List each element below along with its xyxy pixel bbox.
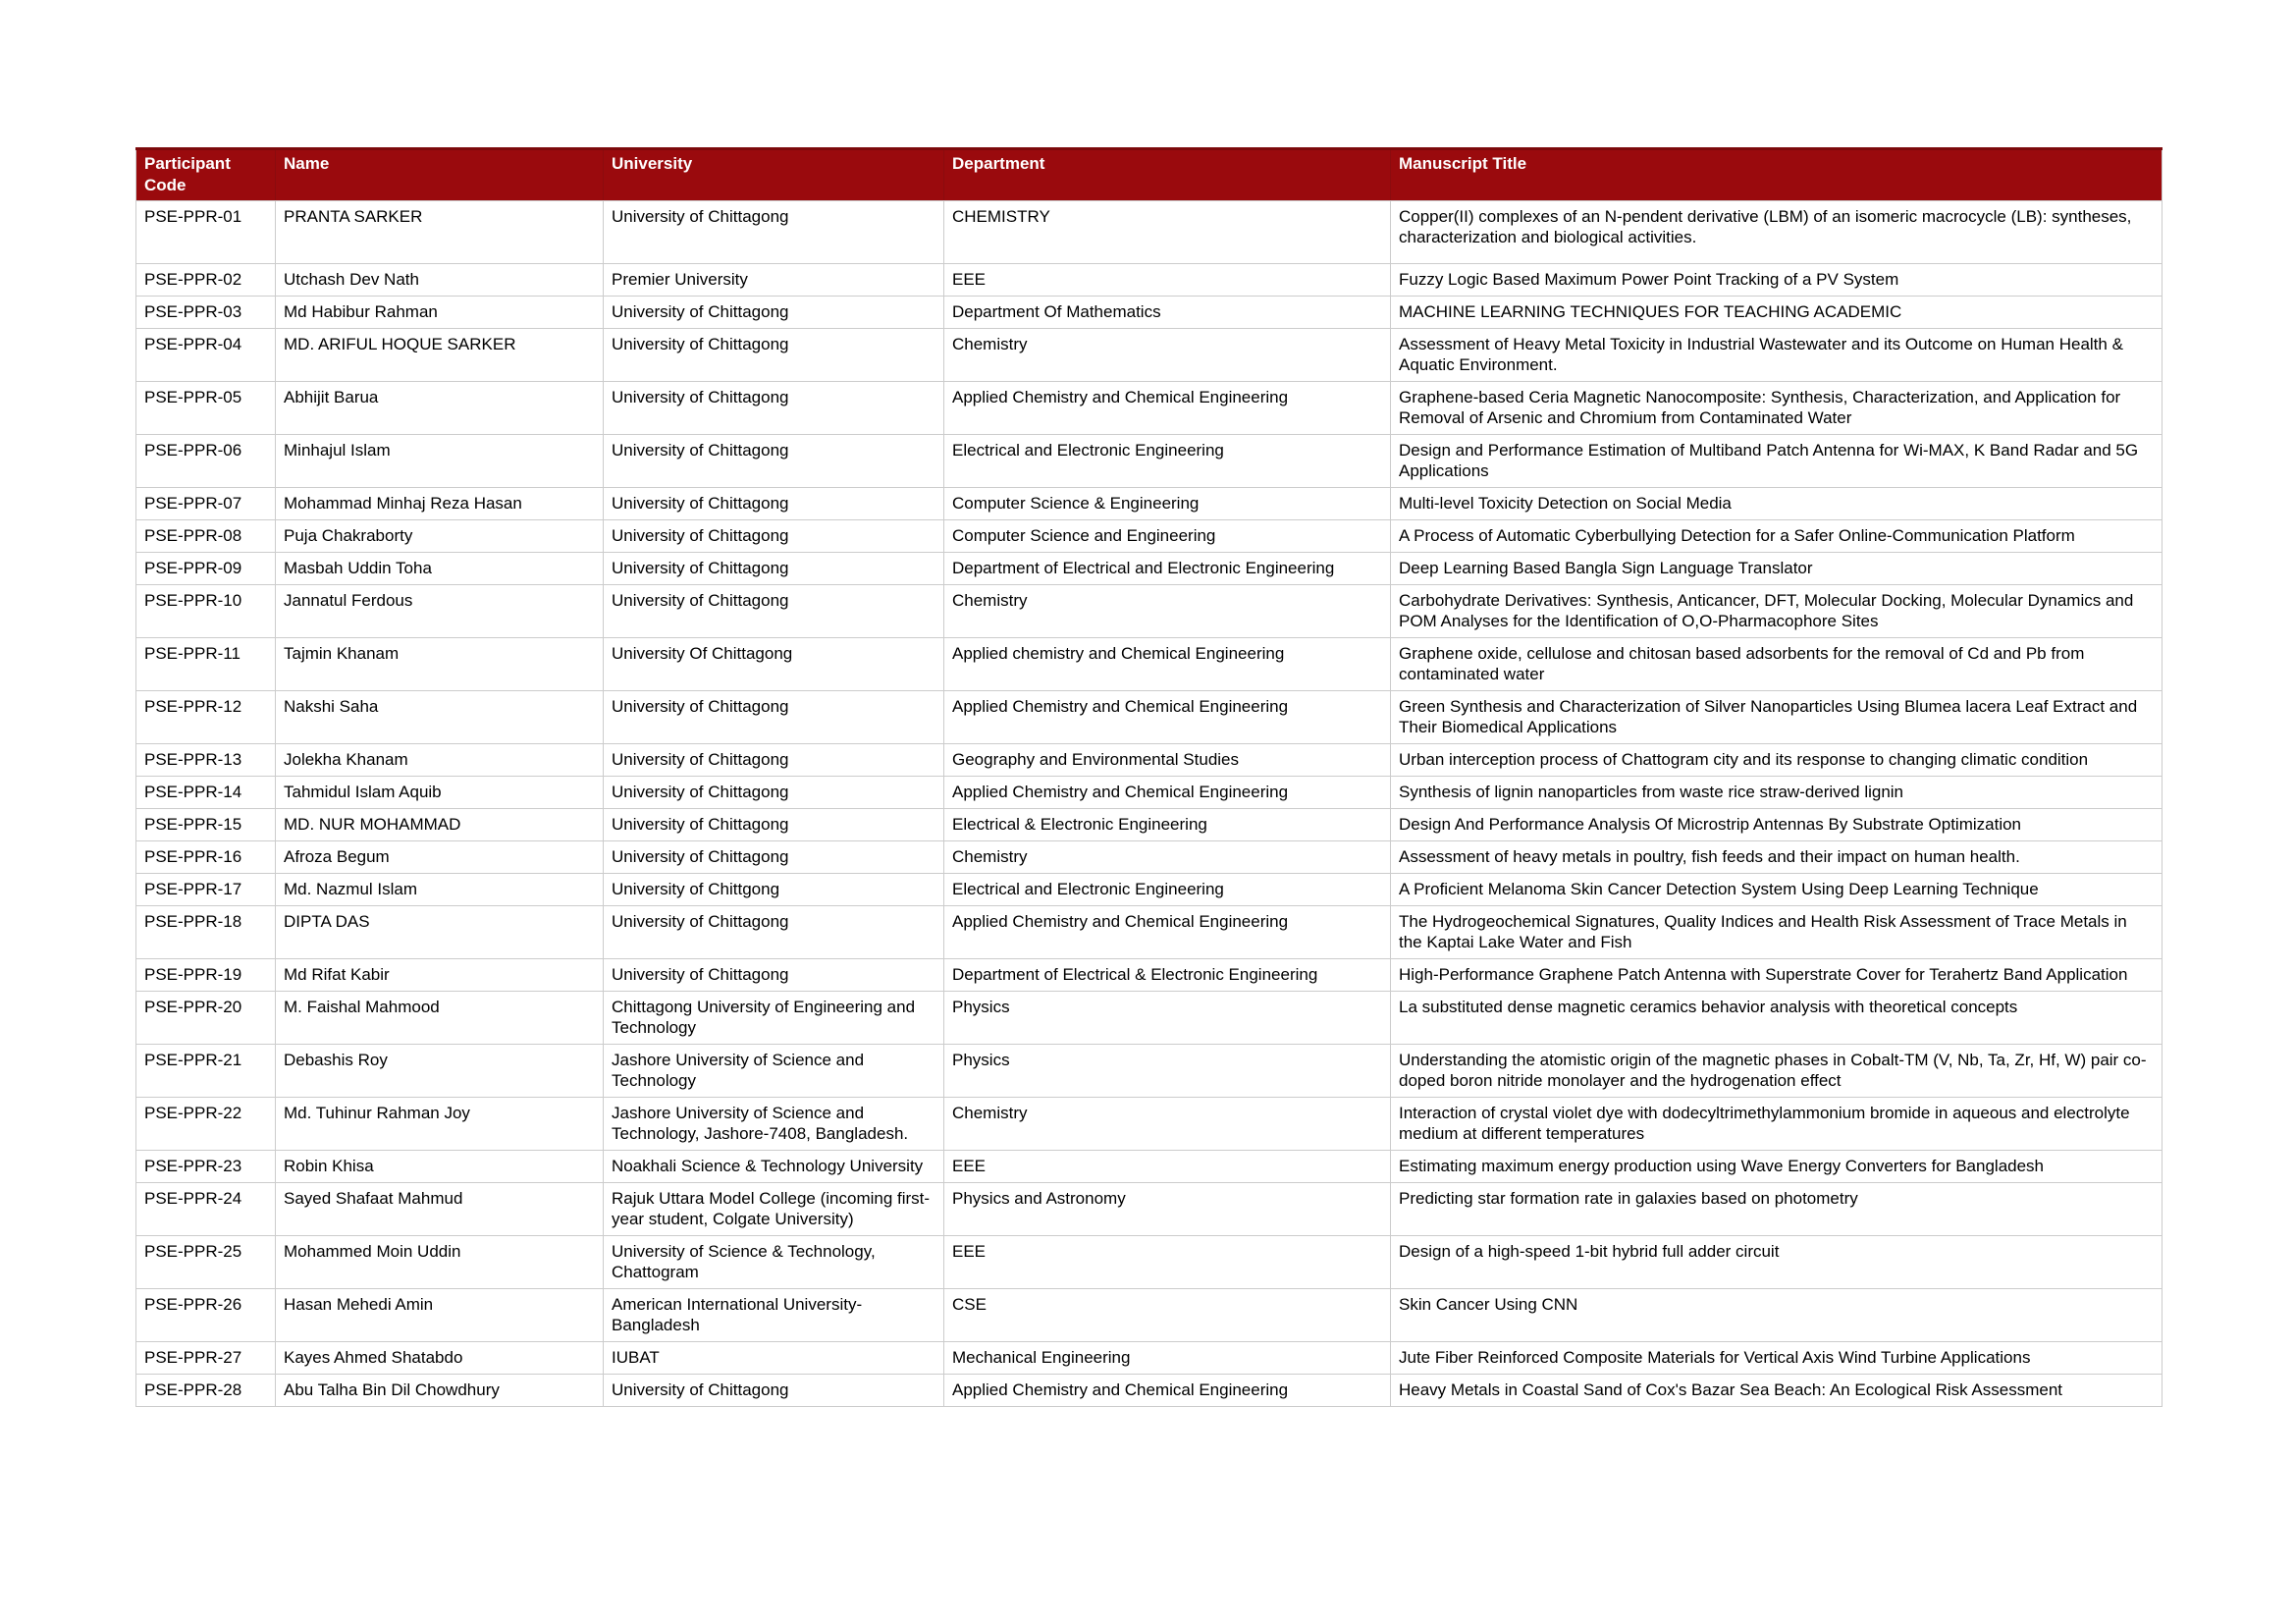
cell-title: Assessment of Heavy Metal Toxicity in Industrial Wastewater and its Outcome on Human Health & Aquatic Environment. [1391, 329, 2163, 382]
cell-title: Jute Fiber Reinforced Composite Materials for Vertical Axis Wind Turbine Applications [1391, 1342, 2163, 1375]
table-row [136, 1289, 2163, 1342]
cell-title: Understanding the atomistic origin of the magnetic phases in Cobalt-TM (V, Nb, Ta, Zr, Hf, W) pair co-doped boron nitride monolayer and the hydrogenation effect [1391, 1045, 2163, 1098]
cell-title: Heavy Metals in Coastal Sand of Cox's Bazar Sea Beach: An Ecological Risk Assessment [1391, 1375, 2163, 1407]
cell-code: PSE-PPR-22 [136, 1098, 276, 1151]
cell-title: Assessment of heavy metals in poultry, fish feeds and their impact on human health. [1391, 841, 2163, 874]
cell-department: CHEMISTRY [944, 201, 1391, 264]
cell-code: PSE-PPR-03 [136, 297, 276, 329]
column-header-department: Department [944, 149, 1391, 201]
cell-university: Chittagong University of Engineering and Technology [604, 992, 944, 1045]
cell-name: Hasan Mehedi Amin [276, 1289, 604, 1342]
cell-department: Applied chemistry and Chemical Engineering [944, 638, 1391, 691]
table-row [136, 553, 2163, 585]
cell-name: Md. Nazmul Islam [276, 874, 604, 906]
table-row [136, 488, 2163, 520]
cell-name: Masbah Uddin Toha [276, 553, 604, 585]
cell-title: Carbohydrate Derivatives: Synthesis, Anticancer, DFT, Molecular Docking, Molecular Dynamics and POM Analyses for the Identification of O,O-Pharmacophore Sites [1391, 585, 2163, 638]
cell-department: Computer Science & Engineering [944, 488, 1391, 520]
cell-department: Electrical & Electronic Engineering [944, 809, 1391, 841]
cell-department: CSE [944, 1289, 1391, 1342]
cell-department: Physics [944, 992, 1391, 1045]
cell-code: PSE-PPR-17 [136, 874, 276, 906]
cell-code: PSE-PPR-05 [136, 382, 276, 435]
cell-department: Electrical and Electronic Engineering [944, 874, 1391, 906]
column-header-participant-code: Participant Code [136, 149, 276, 201]
cell-department: EEE [944, 1236, 1391, 1289]
table-row [136, 264, 2163, 297]
cell-name: Nakshi Saha [276, 691, 604, 744]
cell-title: Estimating maximum energy production using Wave Energy Converters for Bangladesh [1391, 1151, 2163, 1183]
cell-department: Chemistry [944, 1098, 1391, 1151]
table-row [136, 585, 2163, 638]
cell-department: Physics [944, 1045, 1391, 1098]
table-row [136, 744, 2163, 777]
table-row [136, 691, 2163, 744]
cell-title: A Process of Automatic Cyberbullying Detection for a Safer Online-Communication Platform [1391, 520, 2163, 553]
cell-name: Puja Chakraborty [276, 520, 604, 553]
cell-university: Rajuk Uttara Model College (incoming first-year student, Colgate University) [604, 1183, 944, 1236]
cell-code: PSE-PPR-06 [136, 435, 276, 488]
table-row [136, 841, 2163, 874]
cell-department: Applied Chemistry and Chemical Engineering [944, 777, 1391, 809]
table-row [136, 435, 2163, 488]
cell-name: Minhajul Islam [276, 435, 604, 488]
cell-code: PSE-PPR-20 [136, 992, 276, 1045]
cell-name: Tajmin Khanam [276, 638, 604, 691]
cell-code: PSE-PPR-07 [136, 488, 276, 520]
cell-name: Jannatul Ferdous [276, 585, 604, 638]
cell-code: PSE-PPR-15 [136, 809, 276, 841]
cell-university: University of Chittagong [604, 906, 944, 959]
cell-name: M. Faishal Mahmood [276, 992, 604, 1045]
cell-university: Noakhali Science & Technology University [604, 1151, 944, 1183]
table-row [136, 1151, 2163, 1183]
cell-title: Design And Performance Analysis Of Microstrip Antennas By Substrate Optimization [1391, 809, 2163, 841]
cell-title: Synthesis of lignin nanoparticles from waste rice straw-derived lignin [1391, 777, 2163, 809]
table-row [136, 1183, 2163, 1236]
cell-title: Copper(II) complexes of an N-pendent derivative (LBM) of an isomeric macrocycle (LB): syntheses, characterization and biological activities. [1391, 201, 2163, 264]
cell-university: University of Chittgong [604, 874, 944, 906]
cell-name: Jolekha Khanam [276, 744, 604, 777]
cell-department: Electrical and Electronic Engineering [944, 435, 1391, 488]
cell-university: IUBAT [604, 1342, 944, 1375]
cell-university: University of Chittagong [604, 520, 944, 553]
cell-name: DIPTA DAS [276, 906, 604, 959]
cell-university: University of Chittagong [604, 435, 944, 488]
table-body [136, 201, 2163, 1407]
cell-name: Mohammed Moin Uddin [276, 1236, 604, 1289]
column-header-university: University [604, 149, 944, 201]
document-sheet [135, 147, 2162, 1407]
cell-university: University of Chittagong [604, 691, 944, 744]
table-row [136, 1045, 2163, 1098]
cell-name: MD. ARIFUL HOQUE SARKER [276, 329, 604, 382]
cell-code: PSE-PPR-23 [136, 1151, 276, 1183]
cell-university: University of Chittagong [604, 585, 944, 638]
cell-university: University of Chittagong [604, 382, 944, 435]
cell-university: University of Chittagong [604, 959, 944, 992]
cell-code: PSE-PPR-04 [136, 329, 276, 382]
cell-name: Md Habibur Rahman [276, 297, 604, 329]
cell-department: Applied Chemistry and Chemical Engineering [944, 906, 1391, 959]
cell-name: Kayes Ahmed Shatabdo [276, 1342, 604, 1375]
cell-title: Skin Cancer Using CNN [1391, 1289, 2163, 1342]
cell-department: EEE [944, 1151, 1391, 1183]
cell-department: Chemistry [944, 841, 1391, 874]
cell-code: PSE-PPR-18 [136, 906, 276, 959]
cell-university: University of Science & Technology, Chattogram [604, 1236, 944, 1289]
table-row [136, 906, 2163, 959]
table-row [136, 297, 2163, 329]
cell-code: PSE-PPR-01 [136, 201, 276, 264]
cell-code: PSE-PPR-09 [136, 553, 276, 585]
table-row [136, 874, 2163, 906]
cell-department: Department of Electrical & Electronic Engineering [944, 959, 1391, 992]
cell-code: PSE-PPR-13 [136, 744, 276, 777]
cell-name: MD. NUR MOHAMMAD [276, 809, 604, 841]
participants-table [135, 147, 2163, 1407]
cell-department: Chemistry [944, 585, 1391, 638]
cell-title: Urban interception process of Chattogram city and its response to changing climatic condition [1391, 744, 2163, 777]
cell-university: University of Chittagong [604, 809, 944, 841]
cell-university: Premier University [604, 264, 944, 297]
cell-name: Mohammad Minhaj Reza Hasan [276, 488, 604, 520]
cell-title: Design of a high-speed 1-bit hybrid full adder circuit [1391, 1236, 2163, 1289]
header-row [136, 149, 2163, 201]
cell-department: Applied Chemistry and Chemical Engineering [944, 382, 1391, 435]
cell-name: Abhijit Barua [276, 382, 604, 435]
cell-university: University of Chittagong [604, 488, 944, 520]
cell-code: PSE-PPR-12 [136, 691, 276, 744]
table-row [136, 201, 2163, 264]
table-row [136, 1342, 2163, 1375]
cell-department: Department of Electrical and Electronic Engineering [944, 553, 1391, 585]
cell-department: Computer Science and Engineering [944, 520, 1391, 553]
table-row [136, 777, 2163, 809]
cell-university: University of Chittagong [604, 329, 944, 382]
table-row [136, 638, 2163, 691]
cell-code: PSE-PPR-26 [136, 1289, 276, 1342]
table-row [136, 992, 2163, 1045]
cell-code: PSE-PPR-28 [136, 1375, 276, 1407]
cell-university: University of Chittagong [604, 744, 944, 777]
table-header [136, 149, 2163, 201]
column-header-name: Name [276, 149, 604, 201]
cell-title: Predicting star formation rate in galaxies based on photometry [1391, 1183, 2163, 1236]
cell-code: PSE-PPR-19 [136, 959, 276, 992]
cell-code: PSE-PPR-10 [136, 585, 276, 638]
cell-title: Interaction of crystal violet dye with dodecyltrimethylammonium bromide in aqueous and electrolyte medium at different temperatures [1391, 1098, 2163, 1151]
cell-department: Applied Chemistry and Chemical Engineering [944, 1375, 1391, 1407]
cell-title: Design and Performance Estimation of Multiband Patch Antenna for Wi-MAX, K Band Radar and 5G Applications [1391, 435, 2163, 488]
cell-university: University of Chittagong [604, 841, 944, 874]
cell-title: Graphene oxide, cellulose and chitosan based adsorbents for the removal of Cd and Pb from contaminated water [1391, 638, 2163, 691]
cell-code: PSE-PPR-02 [136, 264, 276, 297]
cell-name: Afroza Begum [276, 841, 604, 874]
cell-university: University of Chittagong [604, 297, 944, 329]
cell-code: PSE-PPR-24 [136, 1183, 276, 1236]
cell-name: Md Rifat Kabir [276, 959, 604, 992]
cell-department: Physics and Astronomy [944, 1183, 1391, 1236]
cell-university: American International University-Bangladesh [604, 1289, 944, 1342]
cell-department: Mechanical Engineering [944, 1342, 1391, 1375]
cell-university: Jashore University of Science and Technology [604, 1045, 944, 1098]
cell-title: A Proficient Melanoma Skin Cancer Detection System Using Deep Learning Technique [1391, 874, 2163, 906]
cell-code: PSE-PPR-14 [136, 777, 276, 809]
cell-university: Jashore University of Science and Technology, Jashore-7408, Bangladesh. [604, 1098, 944, 1151]
cell-title: Fuzzy Logic Based Maximum Power Point Tracking of a PV System [1391, 264, 2163, 297]
cell-department: Applied Chemistry and Chemical Engineering [944, 691, 1391, 744]
table-row [136, 329, 2163, 382]
table-row [136, 809, 2163, 841]
cell-code: PSE-PPR-11 [136, 638, 276, 691]
table-row [136, 382, 2163, 435]
table-row [136, 959, 2163, 992]
cell-name: Abu Talha Bin Dil Chowdhury [276, 1375, 604, 1407]
cell-code: PSE-PPR-08 [136, 520, 276, 553]
cell-code: PSE-PPR-25 [136, 1236, 276, 1289]
cell-title: Multi-level Toxicity Detection on Social Media [1391, 488, 2163, 520]
cell-university: University of Chittagong [604, 1375, 944, 1407]
cell-name: Md. Tuhinur Rahman Joy [276, 1098, 604, 1151]
cell-university: University of Chittagong [604, 777, 944, 809]
cell-name: Tahmidul Islam Aquib [276, 777, 604, 809]
cell-code: PSE-PPR-21 [136, 1045, 276, 1098]
table-row [136, 1236, 2163, 1289]
cell-name: Robin Khisa [276, 1151, 604, 1183]
cell-title: Green Synthesis and Characterization of Silver Nanoparticles Using Blumea lacera Leaf Extract and Their Biomedical Applications [1391, 691, 2163, 744]
cell-code: PSE-PPR-27 [136, 1342, 276, 1375]
cell-department: Department Of Mathematics [944, 297, 1391, 329]
cell-university: University of Chittagong [604, 201, 944, 264]
cell-code: PSE-PPR-16 [136, 841, 276, 874]
cell-name: PRANTA SARKER [276, 201, 604, 264]
table-row [136, 1375, 2163, 1407]
cell-university: University Of Chittagong [604, 638, 944, 691]
table-row [136, 520, 2163, 553]
cell-department: Chemistry [944, 329, 1391, 382]
cell-department: Geography and Environmental Studies [944, 744, 1391, 777]
column-header-manuscript-title: Manuscript Title [1391, 149, 2163, 201]
cell-title: Graphene-based Ceria Magnetic Nanocomposite: Synthesis, Characterization, and Application for Removal of Arsenic and Chromium from Contaminated Water [1391, 382, 2163, 435]
cell-title: MACHINE LEARNING TECHNIQUES FOR TEACHING ACADEMIC [1391, 297, 2163, 329]
cell-name: Sayed Shafaat Mahmud [276, 1183, 604, 1236]
table-row [136, 1098, 2163, 1151]
cell-title: Deep Learning Based Bangla Sign Language Translator [1391, 553, 2163, 585]
cell-title: The Hydrogeochemical Signatures, Quality Indices and Health Risk Assessment of Trace Metals in the Kaptai Lake Water and Fish [1391, 906, 2163, 959]
cell-title: La substituted dense magnetic ceramics behavior analysis with theoretical concepts [1391, 992, 2163, 1045]
cell-name: Debashis Roy [276, 1045, 604, 1098]
cell-department: EEE [944, 264, 1391, 297]
cell-name: Utchash Dev Nath [276, 264, 604, 297]
cell-university: University of Chittagong [604, 553, 944, 585]
cell-title: High-Performance Graphene Patch Antenna with Superstrate Cover for Terahertz Band Application [1391, 959, 2163, 992]
